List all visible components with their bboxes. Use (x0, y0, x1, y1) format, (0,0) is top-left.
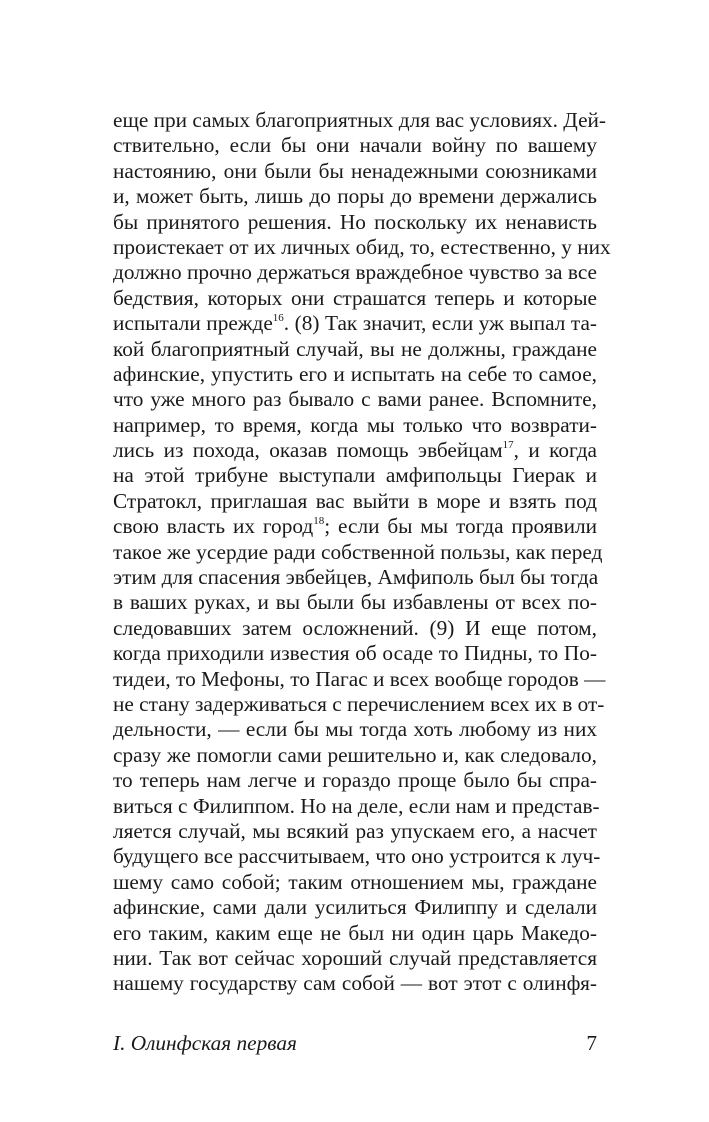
text-line (113, 337, 597, 362)
footnote-ref: 16 (272, 312, 284, 325)
text-line (113, 641, 597, 666)
text-line (113, 717, 597, 742)
text-segment: что уже много раз бывало с вами ранее. Вспомните, (113, 387, 597, 412)
text-segment: следовавших затем осложнений. (9) И еще потом, (113, 615, 597, 640)
text-segment: Стратокл, приглашая вас выйти в море и взять под (113, 488, 597, 513)
text-line (113, 108, 607, 133)
text-segment: в ваших руках, и вы были бы избавлены от всех по- (113, 590, 597, 615)
text-line (113, 413, 597, 438)
text-line (113, 234, 611, 260)
text-segment: тидеи, то Мефоны, то Пагас и всех вообще городов — (113, 666, 606, 691)
text-segment: должно прочно держаться враждебное чувство за все (113, 260, 597, 285)
text-line (113, 971, 597, 996)
text-segment: этим для спасения эвбейцев, Амфиполь был бы тогда (113, 565, 599, 590)
text-line (113, 819, 597, 844)
text-line (113, 159, 597, 184)
text-segment: то теперь нам легче и гораздо проще было бы спра- (113, 768, 597, 793)
text-line (113, 844, 601, 869)
text-line (113, 184, 597, 209)
text-line (113, 387, 597, 412)
running-title: I. Олинфская первая (113, 1031, 297, 1055)
text-segment: бедствия, которых они страшатся теперь и которые (113, 285, 597, 310)
page-footer (113, 1030, 597, 1056)
text-segment: например, то время, когда мы только что возврати- (113, 412, 597, 437)
text-line (113, 768, 597, 793)
text-segment: ляется случай, мы всякий раз упускаем его, а насчет (113, 818, 597, 843)
text-segment: и, может быть, лишь до поры до времени держались (113, 184, 597, 209)
text-segment: на этой трибуне выступали амфипольцы Гиерак и (113, 463, 597, 488)
text-line (113, 133, 597, 158)
text-line (113, 286, 597, 311)
text-segment: . (8) Так значит, если уж выпал та- (283, 311, 597, 336)
text-segment: шему само собой; таким отношением мы, граждане (113, 869, 597, 894)
text-line (113, 921, 597, 946)
text-segment: не стану задерживаться с перечислением всех их в от- (113, 691, 605, 716)
text-line (113, 260, 597, 285)
text-segment: , и когда (513, 438, 597, 463)
text-segment: его таким, каким еще не был ни один царь Македо- (113, 920, 597, 945)
text-line (113, 210, 597, 235)
text-line (113, 539, 603, 565)
text-segment: кой благоприятный случай, вы не должны, граждане (113, 336, 597, 361)
text-segment: дельности, — если бы мы тогда хоть любому из них (113, 717, 597, 742)
text-segment: афинские, упустить его и испытать на себе то самое, (113, 361, 597, 386)
text-segment: ствительно, если бы они начали войну по вашему (113, 133, 597, 158)
text-line (113, 691, 605, 717)
text-line (113, 666, 606, 692)
text-line (113, 870, 597, 895)
text-line (113, 438, 597, 463)
text-line (113, 463, 597, 488)
text-segment: афинские, сами дали усилиться Филиппу и сделали (113, 895, 597, 920)
text-line (113, 311, 597, 336)
text-segment: еще при самых благоприятных для вас условиях. Дей- (113, 108, 607, 132)
text-segment: сразу же помогли сами решительно и, как следовало, (113, 742, 597, 767)
text-segment: нии. Так вот сейчас хороший случай представляется (113, 945, 597, 970)
text-line (113, 590, 597, 615)
footnote-ref: 17 (502, 439, 514, 452)
text-segment: свою власть их город (113, 514, 314, 539)
text-line (113, 895, 597, 920)
text-line (113, 616, 597, 641)
text-segment: настоянию, они были бы ненадежными союзниками (113, 158, 597, 183)
text-line (113, 489, 597, 514)
text-segment: бы принятого решения. Но поскольку их ненависть (113, 209, 597, 234)
text-segment: будущего все рассчитываем, что оно устроится к луч- (113, 844, 601, 869)
text-line (113, 514, 597, 539)
text-line (113, 565, 597, 590)
text-segment: испытали прежде (113, 311, 273, 336)
text-line (113, 743, 597, 768)
text-segment: проистекает от их личных обид, то, естественно, у них (113, 234, 611, 259)
footnote-ref: 18 (313, 515, 325, 528)
text-line (113, 362, 597, 387)
text-segment: ; если бы мы тогда проявили (324, 514, 597, 539)
page-number: 7 (586, 1031, 597, 1055)
text-line (113, 946, 597, 971)
text-segment: нашему государству сам собой — вот этот с олинфя- (113, 971, 597, 996)
text-segment: когда приходили известия об осаде то Пидны, то По- (113, 641, 597, 666)
text-segment: лись из похода, оказав помощь эвбейцам (113, 438, 503, 463)
text-segment: виться с Филиппом. Но на деле, если нам и представ- (113, 793, 600, 818)
text-line (113, 793, 600, 819)
text-segment: такое же усердие ради собственной пользы, как перед (113, 539, 603, 564)
body-text (113, 108, 611, 997)
